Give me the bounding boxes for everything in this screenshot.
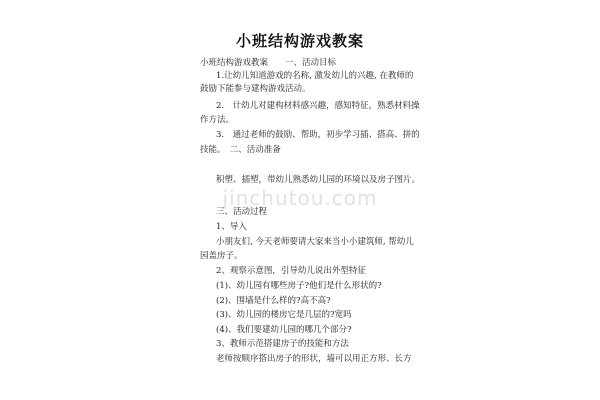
text-line: 积塑、插塑，带幼儿熟悉幼儿园的环境以及房子图片。 (216, 175, 421, 185)
text-line: 作方法。 (200, 115, 235, 125)
text-line: (4)、我们要建幼儿园的哪几个部分? (216, 325, 352, 335)
text-line: 1、导入 (216, 222, 247, 232)
text-line: 3、教师示范搭建房子的技能和方法 (216, 339, 349, 349)
text-line: (1)、幼儿园有哪些房子?他们是什么形状的? (216, 281, 382, 291)
text-line: 小班结构游戏教案 一、活动目标 (200, 58, 337, 68)
text-line: 2. 计幼儿对建构材料感兴趣，感知特征，熟悉材料操 (216, 101, 420, 111)
text-line: 1.让幼儿知道游戏的名称, 激发幼儿的兴趣, 在教师的 (216, 71, 414, 81)
text-line: 2、观察示意图，引导幼儿说出外型特征 (216, 266, 366, 276)
watermark-text: jinchutou.com (222, 186, 378, 210)
document-title: 小班结构游戏教案 (235, 32, 364, 50)
text-line: 技能。 二、活动准备 (200, 145, 281, 155)
section-heading: 三、活动过程 (216, 207, 268, 217)
text-line: 鼓励下能参与建构游戏活动。 (200, 84, 311, 94)
text-line: 园盖房子。 (200, 251, 243, 261)
text-line: 小朋友们, 今天老师要请大家来当小小建筑师, 帮幼儿 (216, 237, 414, 247)
text-line: 老师按顺序搭出房子的形状，墙可以用正方形、长方 (216, 354, 412, 364)
text-line: (2)、围墙是什么样的?高不高? (216, 296, 331, 306)
text-line: (3)、幼儿园的楼房它是几层的?宽吗 (216, 310, 352, 320)
text-line: 3. 通过老师的鼓励、帮助，初步学习插、搭高、拼的 (216, 130, 420, 140)
